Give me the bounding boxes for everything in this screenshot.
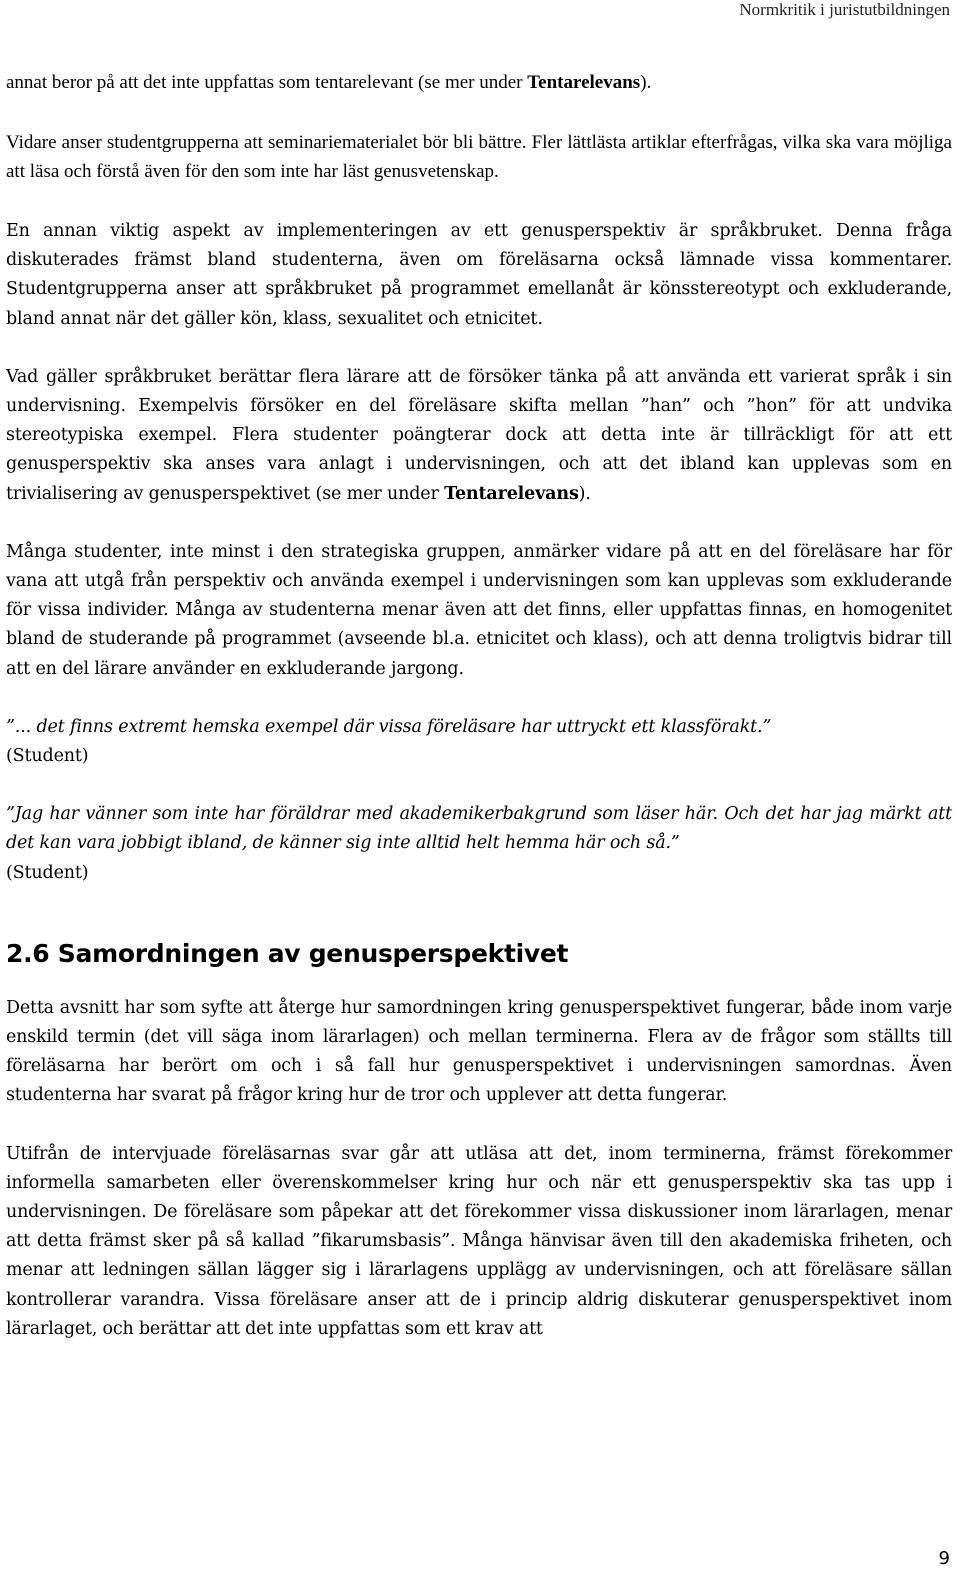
paragraph-1 bbox=[6, 68, 952, 97]
paragraph-4-end: ). bbox=[578, 483, 591, 504]
paragraph-1-end: ). bbox=[640, 72, 652, 93]
paragraph-6: Detta avsnitt har som syfte att återge hur samordningen kring genusperspektivet fungerar, både inom varje enskild termin (det vill säga inom lärarlagen) och mellan terminerna. Flera av de frågor som ställts till föreläsarna har berört om och i så fall hur genusperspektivet i undervisningen samordnas. Även studenterna har svarat på frågor kring hur de tror och upplever att detta fungerar. bbox=[6, 997, 952, 1106]
page-number: 9 bbox=[938, 1548, 950, 1569]
paragraph-7: Utifrån de intervjuade föreläsarnas svar går att utläsa att det, inom terminerna, främst förekommer informella samarbeten eller överenskommelser kring hur och när ett genusperspektiv ska tas upp i undervisningen. De föreläsare som påpekar att det förekommer vissa diskussioner inom lärarlagen, menar att detta främst sker på så kallad ”fikarumsbasis”. Många hänvisar även till den akademiska friheten, och menar att ledningen sällan lägger sig i lärarlagens upplägg av undervisningen, och att föreläsare sällan kontrollerar varandra. Vissa föreläsare anser att de i princip aldrig diskuterar genusperspektivet inom lärarlaget, och berättar att det inte uppfattas som ett krav att bbox=[6, 1143, 952, 1339]
quote-2-source: (Student) bbox=[6, 862, 89, 883]
document-body bbox=[6, 68, 952, 1344]
reference-tentarelevans: Tentarelevans bbox=[527, 72, 641, 93]
paragraph-5: Många studenter, inte minst i den strategiska gruppen, anmärker vidare på att en del föreläsare har för vana att utgå från perspektiv och använda exempel i undervisningen som kan upplevas som exkluderande för vissa individer. Många av studenterna menar även att det finns, eller uppfattas finnas, en homogenitet bland de studerande på programmet (avseende bl.a. etnicitet och klass), och att denna troligtvis bidrar till att en del lärare använder en exkluderande jargong. bbox=[6, 541, 952, 679]
student-quote-1 bbox=[6, 713, 952, 771]
paragraph-4-text: Vad gäller språkbruket berättar flera lärare att de försöker tänka på att använda ett varierat språk i sin undervisning. Exempelvis försöker en del föreläsare skifta mellan ”han” och ”hon” för att undvika stereotypiska exempel. Flera studenter poängterar dock att detta inte är tillräckligt för att ett genusperspektiv ska anses vara anlagt i undervisningen, och att det ibland kan upplevas som en trivialisering av genusperspektivet (se mer under bbox=[6, 366, 952, 504]
paragraph-2: Vidare anser studentgrupperna att seminariematerialet bör bli bättre. Fler lättlästa artiklar efterfrågas, vilka ska vara möjliga att läsa och förstå även för den som inte har läst genusvetenskap. bbox=[6, 132, 952, 182]
quote-2-text: ”Jag har vänner som inte har föräldrar med akademikerbakgrund som läser här. Och det har jag märkt att det kan vara jobbigt ibland, de känner sig inte alltid helt hemma här och så.” bbox=[6, 804, 952, 854]
student-quote-2 bbox=[6, 800, 952, 888]
reference-tentarelevans-2: Tentarelevans bbox=[444, 483, 579, 504]
quote-1-text: ”... det finns extremt hemska exempel där vissa föreläsare har uttryckt ett klassförakt.” bbox=[6, 716, 772, 737]
quote-1-source: (Student) bbox=[6, 746, 89, 767]
section-heading: 2.6 Samordningen av genusperspektivet bbox=[6, 938, 569, 968]
paragraph-1-text: annat beror på att det inte uppfattas som tentarelevant (se mer under bbox=[6, 72, 528, 93]
paragraph-3: En annan viktig aspekt av implementeringen av ett genusperspektiv är språkbruket. Denna fråga diskuterades främst bland studenterna, även om föreläsarna också lämnade vissa kommentarer. Studentgrupperna anser att språkbruket på programmet emellanåt är könsstereotypt och exkluderande, bland annat när det gäller kön, klass, sexualitet och etnicitet. bbox=[6, 221, 952, 329]
running-header: Normkritik i juristutbildningen bbox=[739, 0, 950, 19]
paragraph-4 bbox=[6, 363, 952, 509]
